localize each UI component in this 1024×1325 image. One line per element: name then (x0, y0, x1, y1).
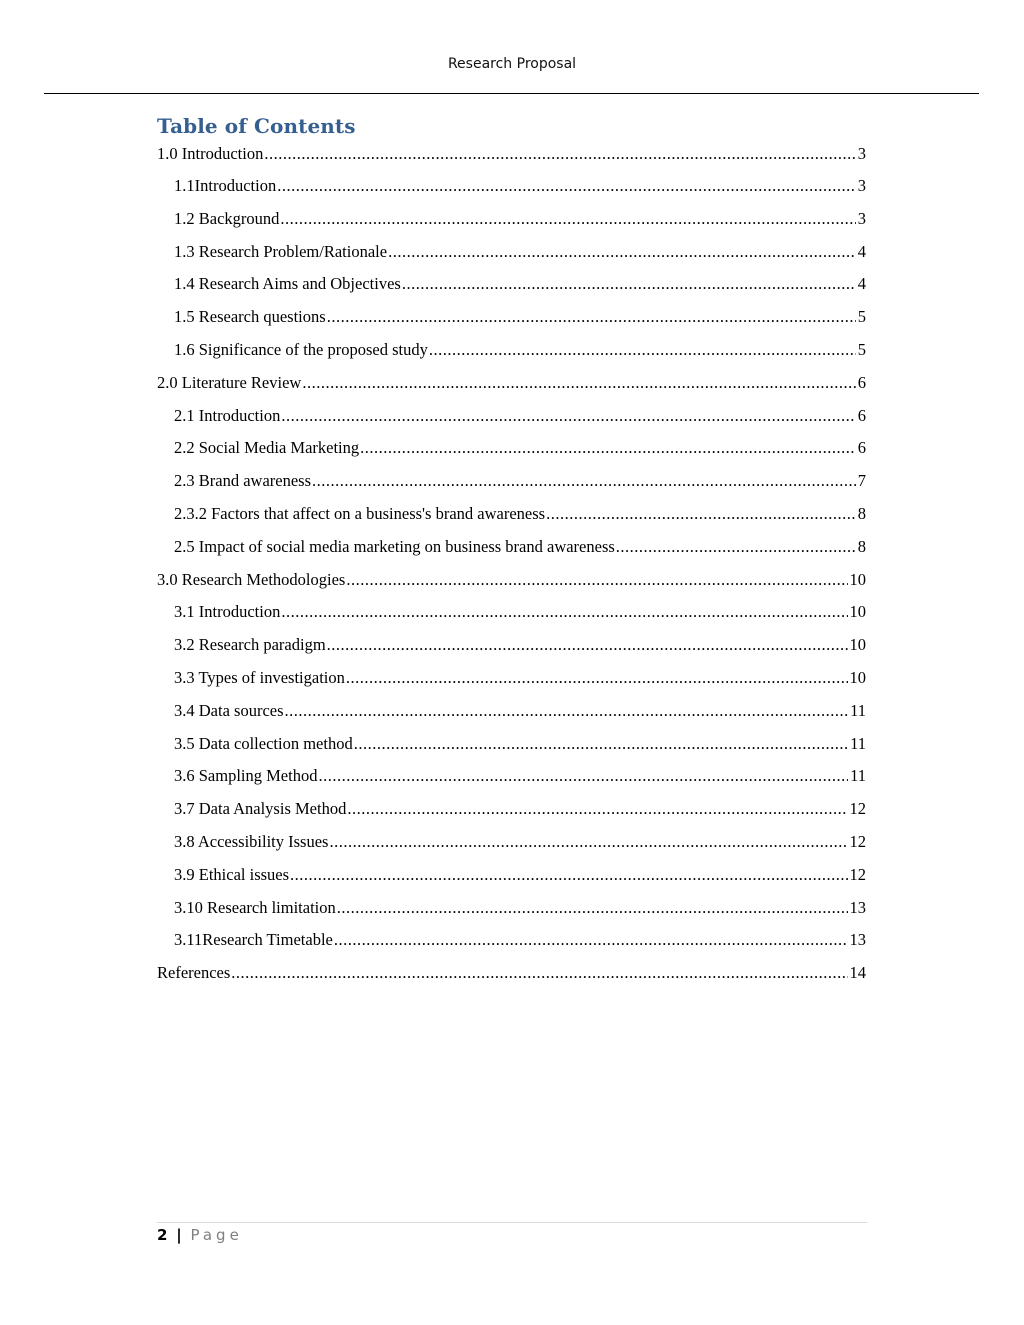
toc-entry-page: 4 (857, 274, 866, 294)
toc-entry-page: 14 (849, 963, 866, 983)
toc-entry-title: 2.1 Introduction (174, 405, 281, 425)
toc-entry[interactable] (157, 831, 866, 864)
toc-entry-page: 6 (857, 372, 866, 392)
toc-entry-title: 2.3.2 Factors that affect on a business's brand awareness (174, 503, 546, 523)
toc-entry[interactable] (157, 241, 866, 274)
toc-entry-title: 1.5 Research questions (174, 307, 326, 327)
toc-entry-page: 12 (849, 799, 866, 819)
toc-entry-page: 11 (850, 733, 866, 753)
toc-entry-title: 3.3 Types of investigation (174, 667, 345, 687)
toc-entry[interactable] (157, 175, 866, 208)
toc-dot-leader (327, 306, 856, 328)
toc-dot-leader (281, 601, 847, 623)
toc-dot-leader (290, 864, 847, 886)
toc-entry[interactable] (157, 733, 866, 766)
toc-entry-title: 3.2 Research paradigm (174, 635, 326, 655)
toc-entry-page: 10 (849, 635, 866, 655)
toc-entry-page: 10 (849, 602, 866, 622)
toc-entry-page: 12 (849, 864, 866, 884)
toc-entry-page: 10 (849, 569, 866, 589)
toc-entry-title: 3.4 Data sources (174, 700, 284, 720)
toc-entry[interactable] (157, 929, 866, 962)
toc-entry-page: 5 (857, 307, 866, 327)
toc-dot-leader (402, 273, 856, 295)
toc-dot-leader (388, 241, 856, 263)
toc-dot-leader (285, 700, 849, 722)
toc-entry[interactable] (157, 143, 866, 175)
toc-entry[interactable] (157, 503, 866, 536)
toc-entry-title: 2.2 Social Media Marketing (174, 438, 360, 458)
header-divider (44, 93, 979, 94)
toc-dot-leader (346, 667, 848, 689)
toc-entry-page: 11 (850, 766, 866, 786)
toc-dot-leader (546, 503, 856, 525)
toc-entry-title: 1.6 Significance of the proposed study (174, 339, 428, 359)
toc-entry-title: 3.10 Research limitation (174, 897, 336, 917)
table-of-contents (157, 143, 866, 995)
toc-entry-page: 12 (849, 831, 866, 851)
page-footer (157, 1226, 243, 1244)
toc-entry-title: 1.1Introduction (174, 176, 277, 195)
toc-dot-leader (277, 175, 856, 197)
toc-entry-page: 3 (857, 208, 866, 228)
toc-entry[interactable] (157, 339, 866, 372)
toc-dot-leader (264, 143, 855, 165)
toc-entry[interactable] (157, 864, 866, 897)
footer-divider (157, 1222, 867, 1223)
toc-entry-page: 5 (857, 339, 866, 359)
toc-entry-page: 11 (850, 700, 866, 720)
toc-dot-leader (312, 470, 856, 492)
toc-entry-page: 6 (857, 438, 866, 458)
toc-entry[interactable] (157, 601, 866, 634)
page-label: Page (190, 1226, 243, 1244)
toc-entry-title: 3.11Research Timetable (174, 930, 333, 950)
toc-entry-title: 3.0 Research Methodologies (157, 569, 346, 589)
toc-entry-title: 1.4 Research Aims and Objectives (174, 274, 401, 294)
page-header: Research Proposal (447, 56, 577, 72)
toc-entry-title: 1.2 Background (174, 208, 280, 228)
toc-entry-title: 3.5 Data collection method (174, 733, 353, 753)
toc-entry[interactable] (157, 372, 866, 405)
toc-dot-leader (337, 897, 848, 919)
toc-entry[interactable] (157, 569, 866, 602)
toc-entry[interactable] (157, 273, 866, 306)
toc-entry[interactable] (157, 962, 866, 995)
toc-entry-title: 3.1 Introduction (174, 602, 281, 622)
toc-dot-leader (318, 765, 848, 787)
toc-entry[interactable] (157, 536, 866, 569)
toc-title: Table of Contents (157, 114, 356, 138)
toc-entry[interactable] (157, 700, 866, 733)
toc-entry[interactable] (157, 306, 866, 339)
footer-separator: | (176, 1226, 182, 1244)
toc-dot-leader (280, 208, 855, 230)
toc-entry[interactable] (157, 470, 866, 503)
toc-entry-title: 3.9 Ethical issues (174, 864, 290, 884)
toc-entry[interactable] (157, 798, 866, 831)
toc-dot-leader (616, 536, 856, 558)
toc-dot-leader (302, 372, 855, 394)
toc-dot-leader (231, 962, 847, 984)
toc-entry[interactable] (157, 208, 866, 241)
toc-entry-title: 2.5 Impact of social media marketing on business brand awareness (174, 536, 615, 556)
page-number: 2 (157, 1226, 168, 1244)
toc-dot-leader (347, 798, 847, 820)
toc-entry-title: 2.3 Brand awareness (174, 471, 311, 491)
toc-entry-page: 6 (857, 405, 866, 425)
toc-entry-page: 3 (857, 176, 866, 195)
toc-entry-title: 3.7 Data Analysis Method (174, 799, 347, 819)
toc-dot-leader (329, 831, 847, 853)
toc-entry-title: 1.0 Introduction (157, 144, 264, 163)
toc-dot-leader (327, 634, 848, 656)
toc-dot-leader (334, 929, 848, 951)
toc-entry[interactable] (157, 405, 866, 438)
toc-entry-page: 8 (857, 536, 866, 556)
toc-entry-title: References (157, 963, 231, 983)
toc-entry-page: 4 (857, 241, 866, 261)
toc-entry-title: 3.8 Accessibility Issues (174, 831, 329, 851)
toc-entry-title: 3.6 Sampling Method (174, 766, 318, 786)
toc-dot-leader (281, 405, 855, 427)
toc-entry[interactable] (157, 667, 866, 700)
toc-entry-title: 2.0 Literature Review (157, 372, 302, 392)
toc-dot-leader (429, 339, 856, 361)
toc-entry-page: 3 (857, 144, 866, 163)
toc-entry[interactable] (157, 437, 866, 470)
toc-entry-page: 13 (849, 930, 866, 950)
toc-entry-title: 1.3 Research Problem/Rationale (174, 241, 388, 261)
toc-entry-page: 7 (857, 471, 866, 491)
toc-entry[interactable] (157, 634, 866, 667)
toc-entry-page: 8 (857, 503, 866, 523)
toc-dot-leader (360, 437, 856, 459)
toc-dot-leader (354, 733, 848, 755)
toc-dot-leader (346, 569, 847, 591)
toc-entry-page: 10 (849, 667, 866, 687)
toc-entry[interactable] (157, 765, 866, 798)
toc-entry[interactable] (157, 897, 866, 930)
toc-entry-page: 13 (849, 897, 866, 917)
